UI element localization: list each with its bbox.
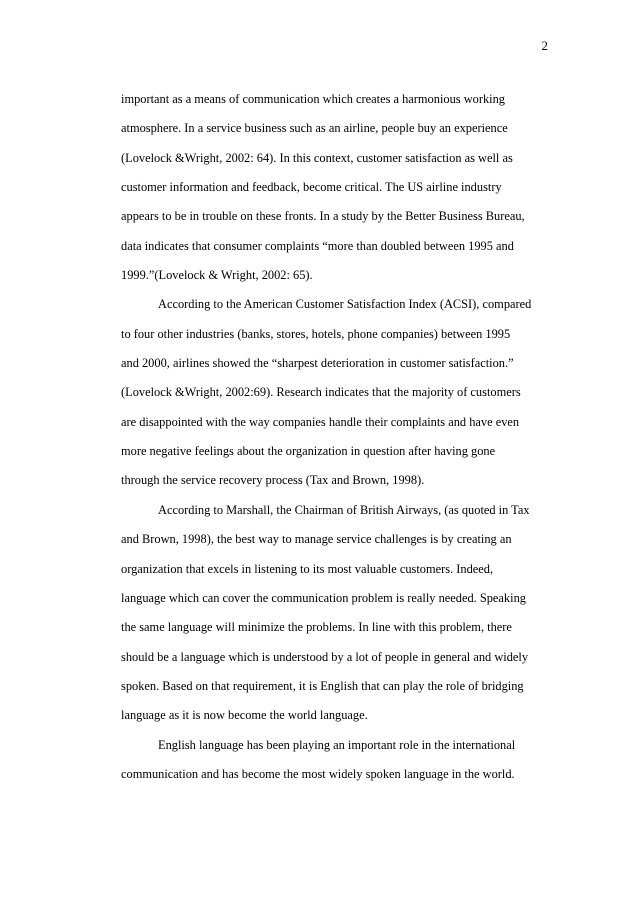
text-line: language which can cover the communication problem is really needed. Speaking xyxy=(121,590,526,605)
text-line: appears to be in trouble on these fronts. In a study by the Better Business Bureau, xyxy=(121,209,525,224)
paragraph-first-line: According to Marshall, the Chairman of British Airways, (as quoted in Tax xyxy=(158,502,530,517)
text-line: 1999.”(Lovelock & Wright, 2002: 65). xyxy=(121,268,313,283)
text-line: more negative feelings about the organization in question after having gone xyxy=(121,444,496,459)
text-line: the same language will minimize the problems. In line with this problem, there xyxy=(121,620,512,635)
text-line: should be a language which is understood by a lot of people in general and widely xyxy=(121,649,529,664)
text-line: organization that excels in listening to its most valuable customers. Indeed, xyxy=(121,561,494,576)
text-line: spoken. Based on that requirement, it is English that can play the role of bridging xyxy=(121,678,524,693)
text-line: atmosphere. In a service business such as an airline, people buy an experience xyxy=(121,121,508,136)
text-line: communication and has become the most widely spoken language in the world. xyxy=(121,766,515,781)
text-line: (Lovelock &Wright, 2002:69). Research indicates that the majority of customers xyxy=(121,385,521,400)
paragraph-first-line: English language has been playing an important role in the international xyxy=(158,737,516,752)
text-line: to four other industries (banks, stores, hotels, phone companies) between 1995 xyxy=(121,326,511,341)
text-line: (Lovelock &Wright, 2002: 64). In this context, customer satisfaction as well as xyxy=(121,150,513,165)
text-line: important as a means of communication which creates a harmonious working xyxy=(121,92,506,106)
text-line: language as it is now become the world language. xyxy=(121,708,368,723)
text-line: data indicates that consumer complaints “more than doubled between 1995 and xyxy=(121,238,514,253)
text-line: through the service recovery process (Tax and Brown, 1998). xyxy=(121,473,425,488)
paragraph-first-line: According to the American Customer Satisfaction Index (ACSI), compared xyxy=(158,297,532,312)
text-line: are disappointed with the way companies handle their complaints and have even xyxy=(121,414,520,429)
text-line: customer information and feedback, become critical. The US airline industry xyxy=(121,180,502,195)
body-text xyxy=(121,91,551,795)
page-number: 2 xyxy=(541,38,548,53)
text-line: and Brown, 1998), the best way to manage service challenges is by creating an xyxy=(121,532,512,547)
text-line: and 2000, airlines showed the “sharpest deterioration in customer satisfaction.” xyxy=(121,356,514,371)
